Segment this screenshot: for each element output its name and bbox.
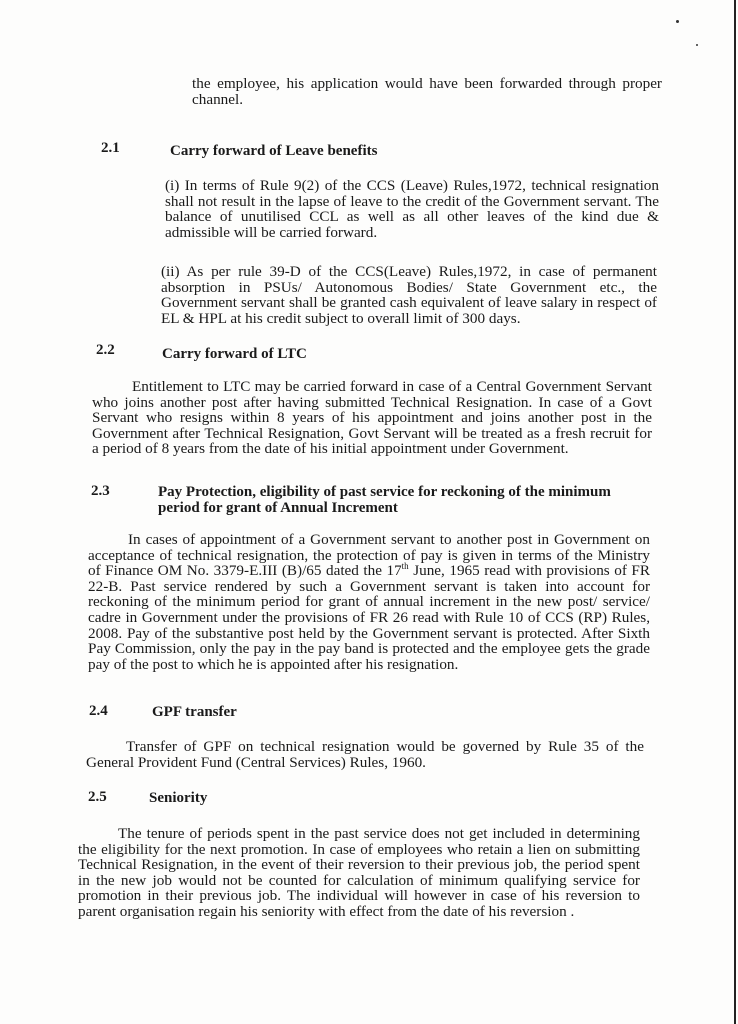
paragraph-text: June, 1965 read with provisions of FR 22-B. Past service rendered by such a Government servant is taken into account for reckoning of the minimum period for grant of annual increment in the new post/ service/ cadre in Government under the provisions of FR 26 read with Rule 10 of CCS (RP) Rules, 2008. Pay of the substantive post held by the Government servant is protected. After Sixth Pay Commission, only the pay in the pay band is protected and the employee gets the grade pay of the post to which he is appointed after his resignation. [88,562,650,673]
section-paragraph: (ii) As per rule 39-D of the CCS(Leave) Rules,1972, in case of permanent absorption in PSUs/ Autonomous Bodies/ State Government etc., the Government servant shall be granted cash equivalent of leave salary in respect of EL & HPL at his credit subject to overall limit of 300 days. [161,263,657,327]
section-number: 2.4 [89,703,108,719]
section-paragraph: The tenure of periods spent in the past service does not get included in determining the eligibility for the next promotion. In case of employees who retain a lien on submitting Technical Resignation, in the event of their reversion to their previous job, the period spent in the new job would not be counted for calculation of minimum qualifying service for promotion in their previous job. The individual will however in case of his reversion to parent organisation regain his seniority with effect from the date of his reversion . [78,825,640,920]
scan-edge [734,0,736,1024]
section-title: GPF transfer [152,704,237,720]
section-number: 2.2 [96,342,115,358]
section-title: Carry forward of LTC [162,346,307,362]
section-paragraph [88,532,650,672]
intro-paragraph: the employee, his application would have been forwarded through proper channel. [192,75,662,108]
ordinal-suffix: th [401,561,409,572]
section-paragraph: Transfer of GPF on technical resignation would be governed by Rule 35 of the General Provident Fund (Central Services) Rules, 1960. [86,738,644,771]
paragraph-text: In cases of appointment of a Government servant to another post in Government on acceptance of technical resignation, the protection of pay is given in terms of the Ministry of Finance OM No. 3379-E.III (B)/65 dated the 17 [88,531,650,580]
scan-speck [696,44,698,46]
section-paragraph: (i) In terms of Rule 9(2) of the CCS (Leave) Rules,1972, technical resignation shall not result in the lapse of leave to the credit of the Government servant. The balance of unutilised CCL as well as all other leaves of the kind due & admissible will be carried forward. [165,177,659,241]
section-title: Carry forward of Leave benefits [170,143,378,159]
section-title: Pay Protection, eligibility of past service for reckoning of the minimum period for grant of Annual Increment [158,484,611,516]
section-paragraph: Entitlement to LTC may be carried forward in case of a Central Government Servant who joins another post after having submitted Technical Resignation. In case of a Govt Servant who resigns within 8 years of his appointment and joins another post in the Government after Technical Resignation, Govt Servant will be treated as a fresh recruit for a period of 8 years from the date of his initial appointment under Government. [92,378,652,458]
scan-speck [676,20,679,23]
section-number: 2.3 [91,483,110,499]
section-title: Seniority [149,790,208,806]
section-number: 2.5 [88,789,107,805]
section-number: 2.1 [101,140,120,156]
